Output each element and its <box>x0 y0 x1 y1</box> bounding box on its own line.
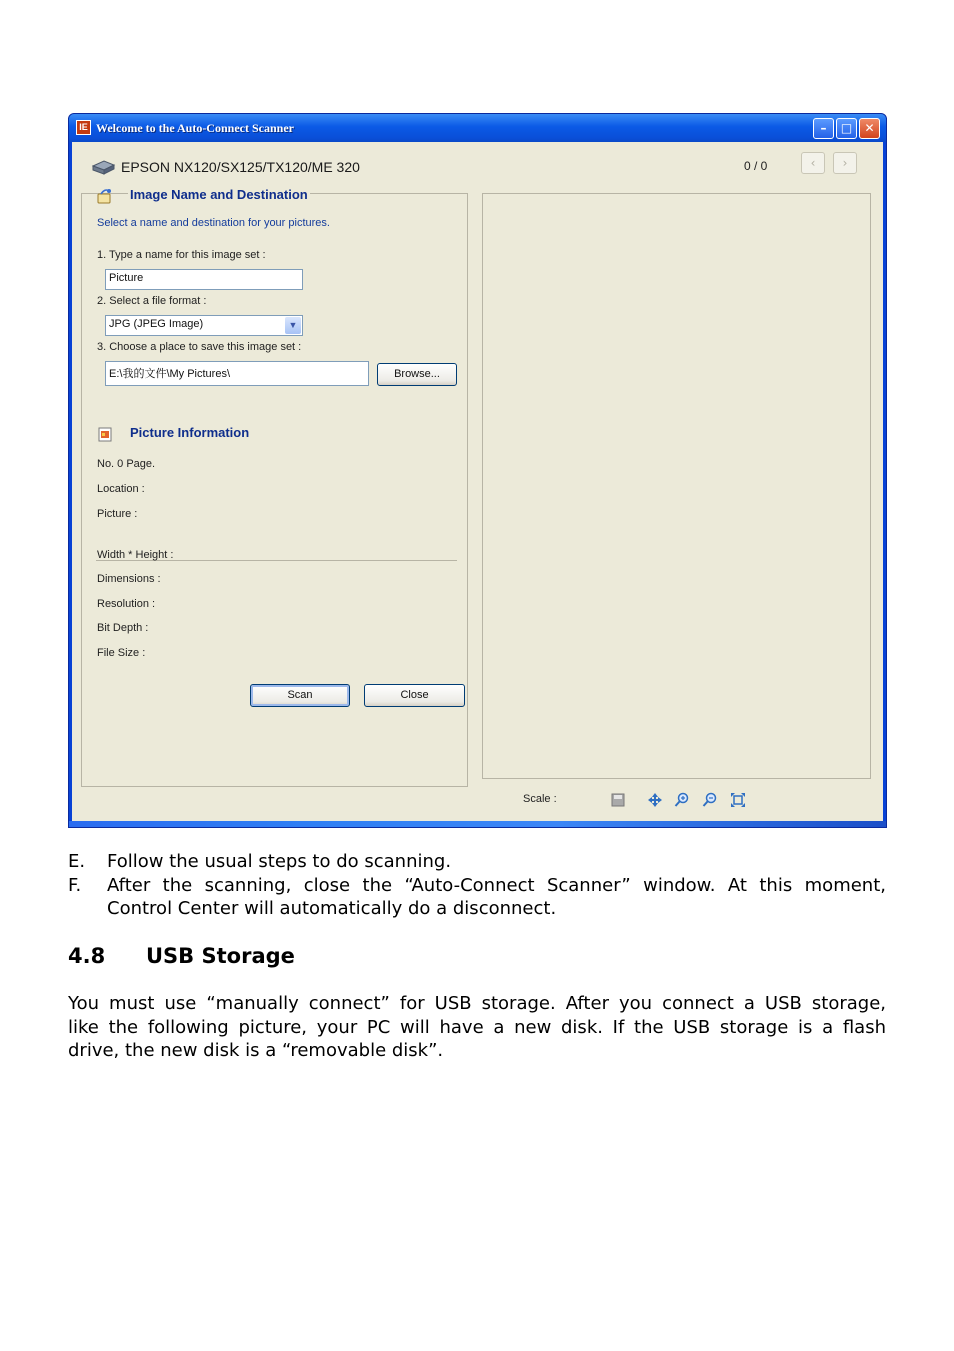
fit-to-window-icon[interactable] <box>730 792 746 808</box>
minimize-button[interactable]: – <box>813 118 834 139</box>
chevron-down-icon[interactable]: ▼ <box>285 317 301 334</box>
location-label: Location : <box>97 483 145 495</box>
width-height-label: Width * Height : <box>97 549 174 561</box>
step1-label: 1. Type a name for this image set : <box>97 249 266 261</box>
move-icon[interactable] <box>647 792 663 808</box>
step-f-text <box>107 875 886 896</box>
scanner-icon <box>92 159 116 175</box>
window-title: Welcome to the Auto-Connect Scanner <box>96 121 294 135</box>
scan-button[interactable]: Scan <box>250 684 350 707</box>
step-e-marker: E. <box>68 851 86 872</box>
maximize-button[interactable]: □ <box>836 118 857 139</box>
window-client-area <box>72 142 883 821</box>
step-f-line-1: After the scanning, close the “Auto-Connect Scanner” window. At this moment, <box>107 875 886 896</box>
app-icon: IE <box>76 120 91 135</box>
next-page-button[interactable]: › <box>833 152 857 174</box>
step2-label: 2. Select a file format : <box>97 295 207 307</box>
image-name-input[interactable]: Picture <box>105 269 303 290</box>
picture-label: Picture : <box>97 508 138 520</box>
file-size-label: File Size : <box>97 647 146 659</box>
picture-info-icon <box>96 425 114 443</box>
scanner-window <box>68 113 887 828</box>
paragraph-line-1: You must use “manually connect” for USB storage. After you connect a USB storage, <box>68 993 886 1014</box>
close-button[interactable]: Close <box>364 684 465 707</box>
usb-storage-paragraph <box>68 992 886 1063</box>
file-format-value: JPG (JPEG Image) <box>109 318 204 330</box>
bit-depth-label: Bit Depth : <box>97 622 149 634</box>
scale-label: Scale : <box>523 793 557 805</box>
zoom-out-icon[interactable] <box>702 792 718 808</box>
taskbar-strip <box>69 821 886 827</box>
section-number: 4.8 <box>68 944 106 968</box>
step-f-marker: F. <box>68 875 82 896</box>
close-window-button[interactable]: ✕ <box>859 118 880 139</box>
window-titlebar[interactable] <box>69 114 886 142</box>
step-f-line-2: Control Center will automatically do a disconnect. <box>107 898 557 919</box>
resolution-label: Resolution : <box>97 598 156 610</box>
prev-page-button[interactable]: ‹ <box>801 152 825 174</box>
file-format-select[interactable] <box>105 315 303 336</box>
page-counter: 0 / 0 <box>744 159 768 173</box>
save-icon[interactable] <box>610 792 626 808</box>
paragraph-line-2: like the following picture, your PC will have a new disk. If the USB storage is a flash <box>68 1016 886 1038</box>
preview-pane[interactable] <box>482 193 871 779</box>
save-path-input[interactable]: E:\我的文件\My Pictures\ <box>105 361 369 386</box>
step-e-text: Follow the usual steps to do scanning. <box>107 851 452 872</box>
paragraph-line-3: drive, the new disk is a “removable disk”. <box>68 1040 444 1061</box>
step3-label: 3. Choose a place to save this image set : <box>97 341 302 353</box>
image-section-subtitle: Select a name and destination for your pictures. <box>97 217 330 229</box>
info-section-title: Picture Information <box>130 425 250 440</box>
dimensions-label: Dimensions : <box>97 573 161 585</box>
section-title: USB Storage <box>146 944 295 968</box>
image-destination-icon <box>96 187 114 205</box>
browse-button[interactable]: Browse... <box>377 363 457 386</box>
image-section-title: Image Name and Destination <box>130 187 308 202</box>
zoom-in-icon[interactable] <box>674 792 690 808</box>
page-number-text: No. 0 Page. <box>97 458 156 470</box>
scanner-model: EPSON NX120/SX125/TX120/ME 320 <box>121 159 360 175</box>
